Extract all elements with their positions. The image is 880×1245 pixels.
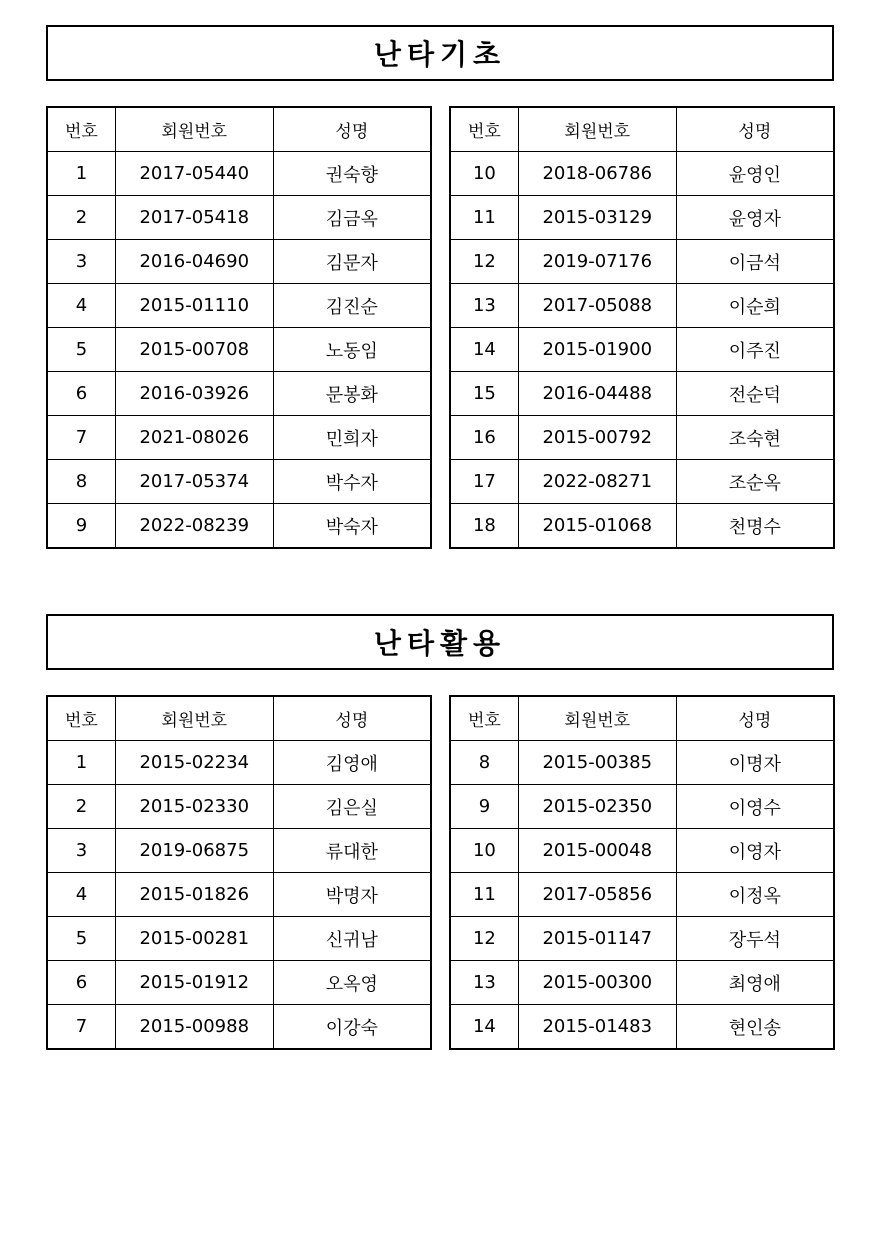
header-no: 번호: [47, 107, 115, 152]
table-row: [47, 917, 431, 961]
header-member-id: 회원번호: [518, 107, 676, 152]
cell-name: 노동임: [273, 328, 431, 372]
cell-member-id: 2017-05418: [115, 196, 273, 240]
cell-name: 이금석: [676, 240, 834, 284]
header-no: 번호: [450, 696, 518, 741]
cell-name: 김은실: [273, 785, 431, 829]
table-row: [450, 1005, 834, 1050]
cell-no: 9: [47, 504, 115, 549]
cell-member-id: 2015-00300: [518, 961, 676, 1005]
cell-member-id: 2016-03926: [115, 372, 273, 416]
table-row: [47, 504, 431, 549]
cell-name: 박숙자: [273, 504, 431, 549]
table-header-row: [450, 696, 834, 741]
cell-member-id: 2015-00988: [115, 1005, 273, 1050]
section-title-basic: 난타기초: [46, 25, 834, 81]
cell-name: 박명자: [273, 873, 431, 917]
cell-no: 16: [450, 416, 518, 460]
table-row: [450, 961, 834, 1005]
table-row: [47, 460, 431, 504]
cell-no: 6: [47, 961, 115, 1005]
table-header-row: [47, 696, 431, 741]
header-name: 성명: [273, 696, 431, 741]
basic-roster-left: [46, 106, 432, 549]
table-row: [47, 961, 431, 1005]
cell-no: 1: [47, 152, 115, 196]
cell-no: 12: [450, 917, 518, 961]
table-row: [450, 873, 834, 917]
cell-member-id: 2015-01900: [518, 328, 676, 372]
table-row: [450, 416, 834, 460]
cell-member-id: 2016-04690: [115, 240, 273, 284]
header-name: 성명: [273, 107, 431, 152]
cell-no: 11: [450, 196, 518, 240]
cell-name: 이정옥: [676, 873, 834, 917]
header-no: 번호: [450, 107, 518, 152]
cell-member-id: 2022-08271: [518, 460, 676, 504]
cell-no: 10: [450, 152, 518, 196]
table-row: [450, 328, 834, 372]
cell-name: 윤영자: [676, 196, 834, 240]
cell-member-id: 2016-04488: [518, 372, 676, 416]
cell-member-id: 2017-05440: [115, 152, 273, 196]
cell-name: 이주진: [676, 328, 834, 372]
cell-member-id: 2017-05374: [115, 460, 273, 504]
cell-name: 김문자: [273, 240, 431, 284]
cell-no: 13: [450, 284, 518, 328]
table-row: [450, 829, 834, 873]
cell-no: 15: [450, 372, 518, 416]
cell-name: 김금옥: [273, 196, 431, 240]
table-row: [47, 1005, 431, 1050]
cell-name: 오옥영: [273, 961, 431, 1005]
cell-member-id: 2021-08026: [115, 416, 273, 460]
cell-member-id: 2017-05088: [518, 284, 676, 328]
cell-name: 조숙현: [676, 416, 834, 460]
cell-name: 신귀남: [273, 917, 431, 961]
cell-name: 이강숙: [273, 1005, 431, 1050]
header-name: 성명: [676, 696, 834, 741]
cell-member-id: 2015-02330: [115, 785, 273, 829]
table-row: [450, 284, 834, 328]
cell-no: 5: [47, 917, 115, 961]
table-row: [47, 240, 431, 284]
table-row: [450, 460, 834, 504]
cell-no: 10: [450, 829, 518, 873]
table-row: [47, 741, 431, 785]
header-name: 성명: [676, 107, 834, 152]
header-member-id: 회원번호: [115, 696, 273, 741]
cell-name: 최영애: [676, 961, 834, 1005]
table-row: [47, 416, 431, 460]
cell-no: 3: [47, 829, 115, 873]
cell-name: 윤영인: [676, 152, 834, 196]
cell-name: 민희자: [273, 416, 431, 460]
cell-member-id: 2015-02350: [518, 785, 676, 829]
cell-name: 문봉화: [273, 372, 431, 416]
cell-member-id: 2019-07176: [518, 240, 676, 284]
table-row: [450, 917, 834, 961]
cell-no: 14: [450, 1005, 518, 1050]
table-row: [450, 240, 834, 284]
cell-no: 12: [450, 240, 518, 284]
cell-member-id: 2015-01110: [115, 284, 273, 328]
cell-name: 이순희: [676, 284, 834, 328]
cell-no: 13: [450, 961, 518, 1005]
table-header-row: [47, 107, 431, 152]
cell-no: 3: [47, 240, 115, 284]
cell-member-id: 2015-01147: [518, 917, 676, 961]
cell-name: 김진순: [273, 284, 431, 328]
cell-name: 장두석: [676, 917, 834, 961]
cell-member-id: 2015-00708: [115, 328, 273, 372]
cell-name: 이명자: [676, 741, 834, 785]
cell-no: 7: [47, 416, 115, 460]
cell-name: 김영애: [273, 741, 431, 785]
applied-roster-right: [449, 695, 835, 1050]
cell-member-id: 2015-01068: [518, 504, 676, 549]
cell-no: 4: [47, 284, 115, 328]
cell-no: 2: [47, 785, 115, 829]
cell-name: 조순옥: [676, 460, 834, 504]
table-row: [47, 372, 431, 416]
basic-roster-right: [449, 106, 835, 549]
cell-no: 9: [450, 785, 518, 829]
table-row: [450, 372, 834, 416]
cell-no: 17: [450, 460, 518, 504]
cell-name: 이영자: [676, 829, 834, 873]
cell-name: 현인송: [676, 1005, 834, 1050]
cell-no: 18: [450, 504, 518, 549]
cell-no: 4: [47, 873, 115, 917]
table-row: [450, 785, 834, 829]
cell-member-id: 2019-06875: [115, 829, 273, 873]
cell-member-id: 2018-06786: [518, 152, 676, 196]
header-member-id: 회원번호: [115, 107, 273, 152]
cell-no: 2: [47, 196, 115, 240]
cell-member-id: 2022-08239: [115, 504, 273, 549]
cell-member-id: 2015-00792: [518, 416, 676, 460]
cell-no: 8: [47, 460, 115, 504]
header-member-id: 회원번호: [518, 696, 676, 741]
cell-name: 이영수: [676, 785, 834, 829]
cell-member-id: 2015-01826: [115, 873, 273, 917]
cell-member-id: 2015-03129: [518, 196, 676, 240]
cell-no: 8: [450, 741, 518, 785]
table-row: [47, 328, 431, 372]
table-row: [47, 785, 431, 829]
table-row: [47, 196, 431, 240]
cell-name: 권숙향: [273, 152, 431, 196]
cell-member-id: 2015-00048: [518, 829, 676, 873]
cell-name: 류대한: [273, 829, 431, 873]
cell-member-id: 2015-02234: [115, 741, 273, 785]
cell-name: 전순덕: [676, 372, 834, 416]
section-title-applied: 난타활용: [46, 614, 834, 670]
cell-no: 5: [47, 328, 115, 372]
cell-no: 1: [47, 741, 115, 785]
table-row: [47, 873, 431, 917]
cell-member-id: 2015-01483: [518, 1005, 676, 1050]
table-row: [450, 504, 834, 549]
cell-no: 11: [450, 873, 518, 917]
cell-member-id: 2015-01912: [115, 961, 273, 1005]
table-row: [450, 152, 834, 196]
cell-no: 6: [47, 372, 115, 416]
cell-member-id: 2015-00281: [115, 917, 273, 961]
header-no: 번호: [47, 696, 115, 741]
cell-name: 박수자: [273, 460, 431, 504]
table-row: [47, 829, 431, 873]
table-row: [450, 741, 834, 785]
table-header-row: [450, 107, 834, 152]
cell-no: 7: [47, 1005, 115, 1050]
cell-member-id: 2015-00385: [518, 741, 676, 785]
applied-roster-left: [46, 695, 432, 1050]
cell-member-id: 2017-05856: [518, 873, 676, 917]
cell-name: 천명수: [676, 504, 834, 549]
table-row: [450, 196, 834, 240]
cell-no: 14: [450, 328, 518, 372]
table-row: [47, 152, 431, 196]
table-row: [47, 284, 431, 328]
